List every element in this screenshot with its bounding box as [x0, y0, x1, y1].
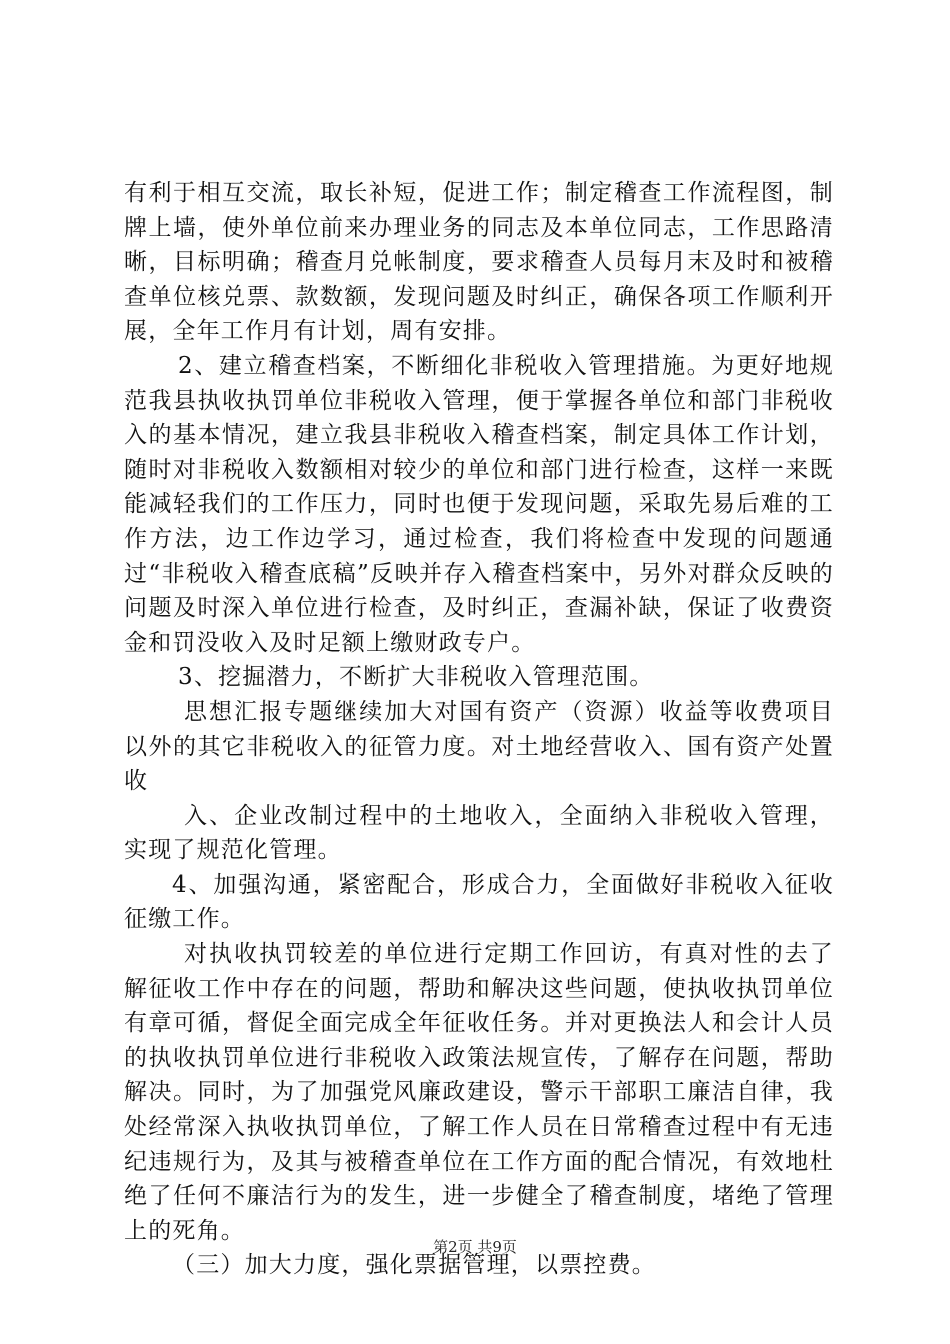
paragraph-item-3-detail: 思想汇报专题继续加大对国有资产（资源）收益等收费项目以外的其它非税收入的征管力度。对土地经营收入、国有资产处置收	[124, 698, 834, 795]
section-heading-3: （三）加大力度，强化票据管理，以票控费。	[172, 1252, 656, 1279]
paragraph-item-4-detail: 对执收执罚较差的单位进行定期工作回访，有真对性的去了解征收工作中存在的问题，帮助和解决这些问题，使执收执罚单位有章可循，督促全面完成全年征收任务。并对更换法人和会计人员的执收执罚单位进行非税收入政策法规宣传，了解存在问题，帮助解决。同时，为了加强党风廉政建设，警示干部职工廉洁自律，我处经常深入执收执罚单位，了解工作人员在日常稽查过程中有无违纪违规行为，及其与被稽查单位在工作方面的配合情况，有效地杜绝了任何不廉洁行为的发生，进一步健全了稽查制度，堵绝了管理上的死角。	[124, 941, 834, 1244]
paragraph-item-3: 3、挖掘潜力，不断扩大非税收入管理范围。	[178, 664, 654, 691]
paragraph-item-3-detail-cont: 入、企业改制过程中的土地收入，全面纳入非税收入管理，实现了规范化管理。	[124, 802, 834, 864]
page-number-footer: 第2页 共9页	[433, 1238, 517, 1256]
document-body	[124, 176, 834, 1283]
paragraph-item-2: 2、建立稽查档案，不断细化非税收入管理措施。为更好地规范我县执收执罚单位非税收入管理，便于掌握各单位和部门非税收入的基本情况，建立我县非税收入稽查档案，制定具体工作计划，随时对非税收入数额相对较少的单位和部门进行检查，这样一来既能减轻我们的工作压力，同时也便于发现问题，采取先易后难的工作方法，边工作边学习，通过检查，我们将检查中发现的问题通过“非税收入稽查底稿”反映并存入稽查档案中，另外对群众反映的问题及时深入单位进行检查，及时纠正，查漏补缺，保证了收费资金和罚没收入及时足额上缴财政专户。	[124, 352, 834, 656]
paragraph-item-4: 4、加强沟通，紧密配合，形成合力，全面做好非税收入征收征缴工作。	[124, 871, 834, 933]
paragraph-continuation: 有利于相互交流，取长补短，促进工作；制定稽查工作流程图，制牌上墙，使外单位前来办理业务的同志及本单位同志，工作思路清晰，目标明确；稽查月兑帐制度，要求稽查人员每月末及时和被稽查单位核兑票、款数额，发现问题及时纠正，确保各项工作顺利开展，全年工作月有计划，周有安排。	[124, 180, 834, 345]
